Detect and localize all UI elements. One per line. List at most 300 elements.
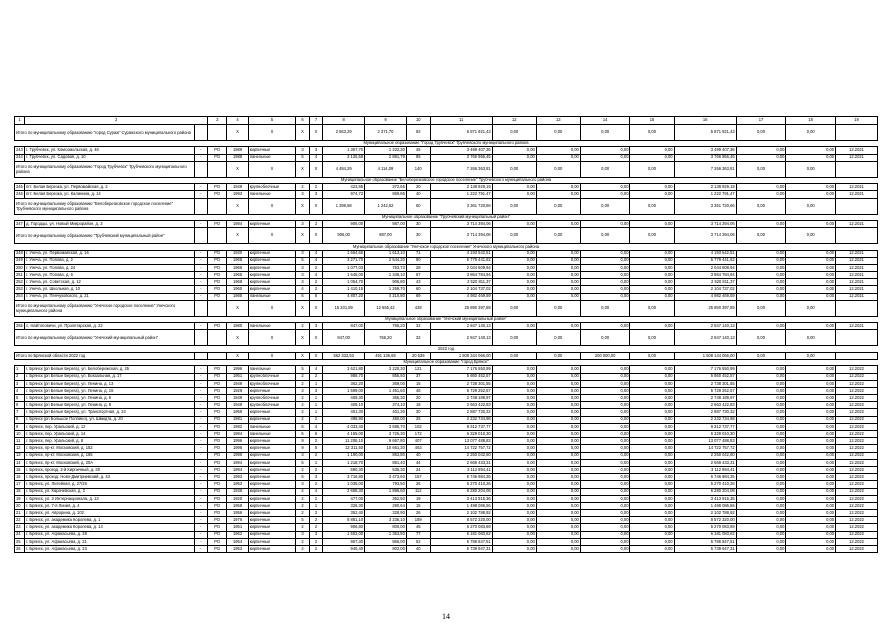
subtotal-value: 0,00: [630, 300, 674, 316]
table-cell: 0,00: [630, 250, 674, 257]
table-cell: 0,00: [492, 279, 536, 286]
column-number: 13: [536, 117, 580, 125]
table-cell: 401,30: [323, 409, 365, 416]
table-cell: 0,00: [736, 380, 786, 387]
table-cell: 2: [309, 495, 323, 502]
table-cell: 12.2022: [836, 474, 878, 481]
table-cell: -: [194, 286, 208, 293]
subtotal-value: 3 361 720,66: [674, 198, 736, 214]
table-cell: РО: [208, 402, 227, 409]
table-cell: 0,00: [786, 488, 836, 495]
table-cell: 0,00: [580, 154, 630, 161]
table-cell: 14 722 757,72: [430, 445, 492, 452]
table-cell: 0,00: [492, 466, 536, 473]
table-cell: 1 222 791,47: [430, 191, 492, 198]
table-cell: 407: [406, 438, 430, 445]
subtotal-value: 0,00: [580, 300, 630, 316]
table-cell: 3 112 894,41: [674, 466, 736, 473]
table-cell: -: [194, 184, 208, 191]
address-cell: г. Брянск (рп Белые Берега), ул. Белобережская, д. 25: [25, 366, 194, 373]
table-cell: 2: [309, 184, 323, 191]
table-cell: 2 663 422,83: [430, 402, 492, 409]
table-cell: 12.2021: [836, 191, 878, 198]
column-number: 4: [227, 117, 248, 125]
table-cell: 0,00: [736, 323, 786, 330]
table-cell: 2: [296, 373, 310, 380]
table-cell: 12.2021: [836, 184, 878, 191]
address-cell: г. Брянск (рп Белые Берега), ул. Ленина, д. 13: [25, 380, 194, 387]
table-cell: 12.2021: [836, 286, 878, 293]
subtotal-value: 0,00: [630, 352, 674, 359]
table-cell: 3: [296, 481, 310, 488]
subtotal-value: 5 871 921,43: [674, 125, 736, 141]
table-cell: 0,00: [786, 272, 836, 279]
table-cell: -: [194, 293, 208, 300]
table-cell: 8 881,10: [323, 517, 365, 524]
table-cell: 0,00: [580, 416, 630, 423]
table-cell: 0,00: [786, 510, 836, 517]
subtotal-label: Итого по Брянской области 2022 год: [15, 352, 195, 359]
table-cell: 0,00: [736, 488, 786, 495]
table-cell: 0,00: [536, 546, 580, 553]
table-cell: РО: [208, 510, 227, 517]
subtotal-value: 4 484,29: [323, 161, 365, 177]
table-cell: РО: [208, 466, 227, 473]
table-cell: 1988: [227, 154, 248, 161]
table-cell: 2: [296, 538, 310, 545]
address-cell: г. Брянск, ул. 7-я Линия, д. 4: [25, 502, 194, 509]
table-cell: 0,00: [630, 481, 674, 488]
table-cell: 12.2022: [836, 387, 878, 394]
table-cell: 2 138 929,19: [674, 184, 736, 191]
table-cell: 450,00: [365, 416, 407, 423]
subtotal-value: 491 136,69: [365, 352, 407, 359]
table-cell: 0,00: [492, 250, 536, 257]
table-cell: 0,00: [786, 438, 836, 445]
table-cell: кирпичные: [248, 495, 295, 502]
table-cell: РО: [208, 538, 227, 545]
subtotal-value: X: [296, 300, 310, 316]
table-cell: 0,00: [536, 474, 580, 481]
table-cell: РО: [208, 452, 227, 459]
table-cell: 0,00: [580, 184, 630, 191]
table-cell: 1958: [227, 502, 248, 509]
subtotal-label: Итого по муниципальному образованию "Белоберезковское городское поселение" Трубчевского муниципального района: [15, 198, 195, 214]
address-cell: г. Брянск, ул. Литейная, д. 27/26: [25, 481, 194, 488]
table-cell: 3: [309, 147, 323, 154]
subtotal-value: 2 563,29: [323, 125, 365, 141]
table-cell: 12: [15, 445, 25, 452]
column-number: 16: [674, 117, 736, 125]
address-cell: г. Брянск, проезд. Ново-Дмитриевский, д. 43: [25, 474, 194, 481]
table-cell: 0,00: [736, 474, 786, 481]
table-cell: 10 661,30: [365, 445, 407, 452]
table-cell: 0,00: [736, 466, 786, 473]
table-cell: 0,00: [492, 395, 536, 402]
table-cell: 2 738 301,55: [674, 380, 736, 387]
table-cell: -: [194, 502, 208, 509]
table-cell: 22: [15, 517, 25, 524]
table-cell: 0,00: [580, 510, 630, 517]
address-cell: г. Трубчевск, ул. Садовая, д. 10: [25, 154, 194, 161]
table-cell: 7 176 550,99: [674, 366, 736, 373]
subtotal-value: 20 539: [406, 352, 430, 359]
table-cell: 881,40: [365, 459, 407, 466]
subtotal-value: [194, 161, 208, 177]
table-cell: РО: [208, 279, 227, 286]
subtotal-value: 7 266 363,81: [674, 161, 736, 177]
table-cell: РО: [208, 191, 227, 198]
table-cell: 0,00: [580, 380, 630, 387]
table-cell: 2: [296, 402, 310, 409]
subtotal-value: X: [309, 228, 323, 244]
table-row: [15, 524, 878, 531]
address-cell: г. Унеча, ул. Первомайская, д. 16: [25, 250, 194, 257]
table-cell: 1996: [227, 438, 248, 445]
table-cell: 0,00: [736, 452, 786, 459]
table-cell: 3 473,60: [365, 474, 407, 481]
column-number-row: [15, 117, 878, 125]
table-cell: 3 714 394,06: [674, 220, 736, 227]
table-cell: 0,00: [786, 538, 836, 545]
table-cell: 2: [309, 546, 323, 553]
table-cell: 5 779 441,62: [674, 257, 736, 264]
table-row: [15, 538, 878, 545]
table-cell: 0,00: [630, 431, 674, 438]
subtotal-value: [208, 352, 227, 359]
table-cell: 12.2021: [836, 264, 878, 271]
table-cell: 0,00: [580, 531, 630, 538]
table-cell: 0,00: [786, 423, 836, 430]
table-cell: 0,00: [536, 395, 580, 402]
subtotal-value: 0,00: [536, 198, 580, 214]
table-cell: 11: [15, 438, 25, 445]
address-cell: г. Брянск, пер. Уральский, д. 12: [25, 423, 194, 430]
table-cell: 847,00: [323, 323, 365, 330]
column-number: 9: [365, 117, 407, 125]
table-cell: 0,00: [536, 481, 580, 488]
table-cell: кирпичные: [248, 147, 295, 154]
table-cell: 14 722 757,72: [674, 445, 736, 452]
table-cell: 0,00: [492, 184, 536, 191]
table-cell: -: [194, 250, 208, 257]
table-row: [15, 264, 878, 271]
subtotal-value: 0,00: [492, 125, 536, 141]
subtotal-value: 906,00: [323, 228, 365, 244]
table-cell: 3: [296, 452, 310, 459]
table-cell: 4: [296, 286, 310, 293]
table-cell: 0,00: [630, 279, 674, 286]
table-cell: кирпичные: [248, 517, 295, 524]
table-cell: 0,00: [492, 546, 536, 553]
table-cell: 12.2022: [836, 373, 878, 380]
table-row: [15, 286, 878, 293]
table-cell: 0,00: [786, 380, 836, 387]
subtotal-value: [194, 300, 208, 316]
subtotal-value: 4 114,09: [365, 161, 407, 177]
table-cell: кирпичные: [248, 481, 295, 488]
table-cell: 1962: [227, 531, 248, 538]
table-cell: РО: [208, 395, 227, 402]
table-cell: 2 658,30: [323, 488, 365, 495]
table-cell: 2: [296, 495, 310, 502]
table-cell: 0,00: [786, 147, 836, 154]
table-cell: 3 864 784,94: [674, 272, 736, 279]
table-cell: 0,00: [630, 272, 674, 279]
subtotal-value: 0,00: [630, 198, 674, 214]
table-cell: 0,00: [630, 191, 674, 198]
table-cell: 0,00: [630, 438, 674, 445]
table-cell: 0,00: [786, 220, 836, 227]
table-cell: 0,00: [580, 264, 630, 271]
section-heading: 2022 год: [15, 346, 878, 352]
table-row: [15, 402, 878, 409]
table-cell: 0,00: [536, 502, 580, 509]
table-cell: 0,00: [536, 154, 580, 161]
table-cell: 0,00: [786, 257, 836, 264]
table-cell: 0,00: [580, 191, 630, 198]
table-cell: 7 176 550,99: [430, 366, 492, 373]
table-cell: 40: [406, 546, 430, 553]
table-cell: 0,00: [536, 531, 580, 538]
table-cell: 1965: [227, 272, 248, 279]
table-cell: -: [194, 373, 208, 380]
table-cell: 369,00: [365, 380, 407, 387]
table-cell: 0,00: [536, 272, 580, 279]
table-cell: 3 864 784,94: [430, 272, 492, 279]
table-cell: 4: [296, 488, 310, 495]
table-cell: 15: [406, 502, 430, 509]
table-cell: -: [194, 474, 208, 481]
subtotal-value: 0,00: [492, 300, 536, 316]
table-cell: 26: [15, 546, 25, 553]
table-cell: 7: [15, 409, 25, 416]
subtotal-row: [15, 198, 878, 214]
table-cell: 28: [406, 264, 430, 271]
table-cell: 0,00: [786, 387, 836, 394]
table-cell: 5: [296, 423, 310, 430]
table-cell: РО: [208, 524, 227, 531]
address-cell: г. Брянск, ул. 3 Интернационала, д. 13: [25, 495, 194, 502]
table-row: [15, 423, 878, 430]
table-cell: 3: [309, 323, 323, 330]
table-cell: 4 033,40: [323, 423, 365, 430]
table-cell: РО: [208, 387, 227, 394]
table-cell: 90: [406, 257, 430, 264]
table-cell: 0,00: [736, 272, 786, 279]
table-cell: 2: [309, 286, 323, 293]
table-cell: 2 232 734,98: [430, 416, 492, 423]
table-row: [15, 502, 878, 509]
table-cell: 0,00: [492, 517, 536, 524]
table-cell: 3 271,70: [323, 257, 365, 264]
table-cell: 244: [16, 154, 23, 160]
table-cell: 23: [15, 524, 25, 531]
table-cell: 0,00: [580, 395, 630, 402]
table-cell: 0,00: [786, 264, 836, 271]
table-cell: 0,00: [630, 373, 674, 380]
table-cell: 1: [309, 402, 323, 409]
column-number: 14: [580, 117, 630, 125]
table-cell: 13 077 488,83: [674, 438, 736, 445]
table-cell: 0,00: [536, 517, 580, 524]
table-cell: 0,00: [736, 423, 786, 430]
table-cell: 1953: [227, 481, 248, 488]
table-cell: 20: [406, 184, 430, 191]
column-number: 12: [492, 117, 536, 125]
table-cell: 1 646,00: [323, 272, 365, 279]
table-cell: панельные: [248, 366, 295, 373]
table-cell: 0,00: [536, 452, 580, 459]
table-cell: 12.2022: [836, 538, 878, 545]
table-cell: РО: [208, 546, 227, 553]
table-cell: 4 982 469,59: [674, 293, 736, 300]
table-cell: 24: [15, 531, 25, 538]
table-cell: 40: [406, 452, 430, 459]
table-row: [15, 431, 878, 438]
table-cell: 802,00: [365, 546, 407, 553]
table-cell: 1 498 086,56: [674, 502, 736, 509]
address-cell: г. Унеча, ул. Попова, д. 2: [25, 257, 194, 264]
table-cell: 0,00: [536, 220, 580, 227]
table-cell: 0,00: [786, 395, 836, 402]
table-cell: 2: [296, 502, 310, 509]
table-cell: РО: [208, 380, 227, 387]
table-cell: 0,00: [786, 366, 836, 373]
table-cell: 2: [309, 517, 323, 524]
table-cell: кирпичные: [248, 459, 295, 466]
table-cell: 0,00: [630, 495, 674, 502]
column-number: 3: [208, 117, 227, 125]
table-cell: кирпичные: [248, 502, 295, 509]
table-cell: крупноблочные: [248, 380, 295, 387]
table-cell: 0,00: [736, 395, 786, 402]
subtotal-value: X: [296, 125, 310, 141]
table-cell: 5 786 847,51: [430, 538, 492, 545]
table-cell: 6 746 984,35: [674, 474, 736, 481]
table-cell: 1959: [227, 409, 248, 416]
table-cell: 906,00: [323, 220, 365, 227]
table-cell: 0,00: [536, 438, 580, 445]
table-cell: 2: [296, 466, 310, 473]
table-cell: 44: [406, 459, 430, 466]
table-cell: 0,00: [580, 257, 630, 264]
table-row: [15, 546, 878, 553]
table-cell: 0,00: [492, 524, 536, 531]
table-cell: 763,73: [365, 264, 407, 271]
subtotal-value: X: [296, 330, 310, 346]
page-number: 14: [442, 612, 450, 621]
table-cell: 45: [406, 147, 430, 154]
subtotal-value: 0,00: [736, 352, 786, 359]
table-cell: 988,70: [323, 373, 365, 380]
subtotal-value: X: [309, 330, 323, 346]
table-cell: 0,00: [630, 293, 674, 300]
table-cell: 1: [309, 502, 323, 509]
table-cell: 121: [406, 366, 430, 373]
table-cell: 0,00: [492, 495, 536, 502]
table-cell: 253: [16, 286, 23, 292]
table-cell: 0,00: [736, 416, 786, 423]
table-row: [15, 147, 878, 154]
table-cell: РО: [208, 409, 227, 416]
table-cell: 2 887 730,32: [674, 409, 736, 416]
table-cell: 0,00: [786, 502, 836, 509]
table-cell: 0,00: [786, 474, 836, 481]
subtotal-value: X: [227, 352, 248, 359]
address-cell: г. Брянск (рп Белые Берега), ул. Ленина, д. 15: [25, 387, 194, 394]
column-number: 5: [248, 117, 295, 125]
table-cell: 0,00: [536, 279, 580, 286]
table-cell: РО: [208, 445, 227, 452]
table-cell: 0,00: [492, 293, 536, 300]
table-row: [15, 387, 878, 394]
table-cell: 0,00: [786, 184, 836, 191]
section-heading: Муниципальное образование "город Брянск": [15, 359, 878, 365]
table-cell: 0,00: [786, 459, 836, 466]
table-cell: РО: [208, 416, 227, 423]
table-cell: кирпичные: [248, 466, 295, 473]
table-row: [15, 293, 878, 300]
table-cell: 0,00: [630, 395, 674, 402]
subtotal-value: 5 871 921,43: [430, 125, 492, 141]
table-cell: 0,00: [630, 220, 674, 227]
table-cell: 9: [296, 445, 310, 452]
table-cell: 5: [296, 257, 310, 264]
table-cell: 1956: [227, 510, 248, 517]
table-cell: 463: [406, 445, 430, 452]
table-cell: 12.2022: [836, 438, 878, 445]
table-cell: 19: [406, 495, 430, 502]
table-cell: -: [194, 147, 208, 154]
table-row: [15, 257, 878, 264]
column-number: 1: [15, 117, 25, 125]
table-cell: 0,00: [536, 524, 580, 531]
table-cell: 1: [309, 395, 323, 402]
table-cell: 0,00: [492, 445, 536, 452]
subtotal-value: 12 655,43: [365, 300, 407, 316]
table-cell: 12.2022: [836, 380, 878, 387]
subtotal-value: X: [296, 228, 310, 244]
table-cell: 5: [296, 517, 310, 524]
subtotal-value: 92: [406, 125, 430, 141]
subtotal-value: 428: [406, 300, 430, 316]
table-cell: 1953: [227, 546, 248, 553]
table-cell: 2: [309, 538, 323, 545]
table-cell: 0,00: [536, 538, 580, 545]
table-cell: 1994: [227, 459, 248, 466]
subtotal-value: X: [309, 125, 323, 141]
table-cell: 12.2022: [836, 423, 878, 430]
table-cell: 1949: [227, 395, 248, 402]
table-cell: 0,00: [536, 423, 580, 430]
table-cell: 4: [309, 272, 323, 279]
table-cell: крупноблочные: [248, 395, 295, 402]
subtotal-value: 15 231,89: [323, 300, 365, 316]
table-cell: 2 104 737,02: [674, 286, 736, 293]
table-cell: 0,00: [580, 250, 630, 257]
table-cell: 1 613,10: [365, 250, 407, 257]
table-cell: 0,00: [630, 488, 674, 495]
table-cell: -: [194, 524, 208, 531]
table-cell: 0,00: [736, 538, 786, 545]
table-cell: 12.2021: [836, 257, 878, 264]
table-cell: 0,00: [786, 445, 836, 452]
subtotal-value: 7 266 363,81: [430, 161, 492, 177]
subtotal-value: 0,00: [736, 125, 786, 141]
table-cell: 2 520 811,37: [674, 279, 736, 286]
subtotal-row: [15, 300, 878, 316]
